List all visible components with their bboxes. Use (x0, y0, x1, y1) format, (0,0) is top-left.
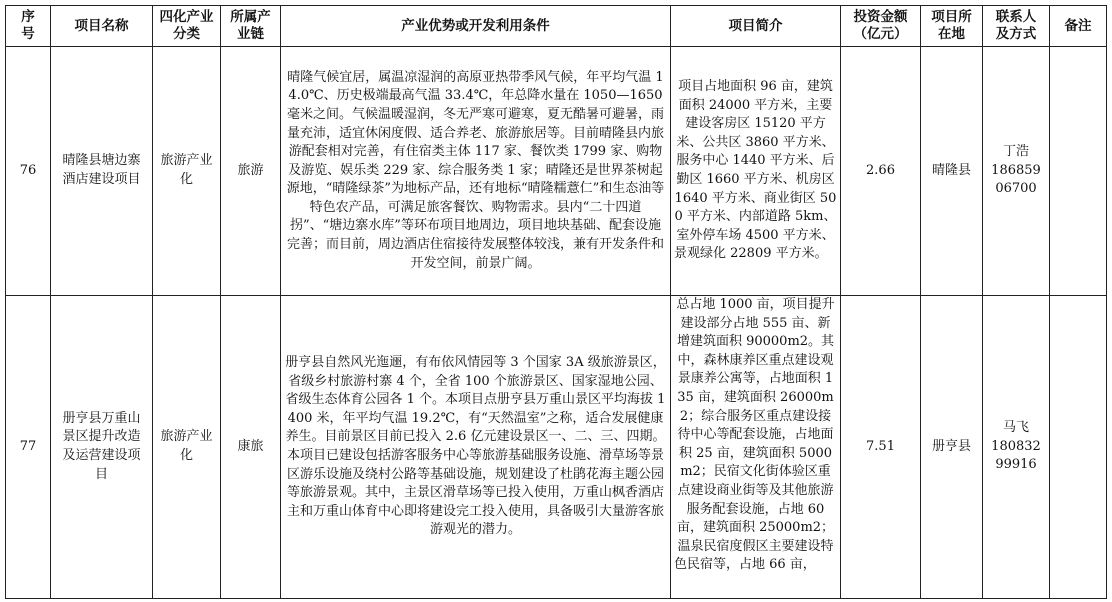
cell-note (1050, 296, 1107, 599)
cell-contact (983, 296, 1050, 599)
cell-investment: 2.66 (841, 47, 921, 296)
contact-name: 马飞 (1002, 420, 1029, 436)
contact-phone: 18685906700 (991, 162, 1041, 197)
header-row (6, 6, 1107, 47)
table-row (6, 296, 1107, 599)
contact-name: 丁浩 (1002, 144, 1029, 160)
cell-seq: 77 (6, 296, 51, 599)
cell-seq: 76 (6, 47, 51, 296)
cell-investment: 7.51 (841, 296, 921, 599)
header-category: 四化产业分类 (153, 6, 221, 47)
project-table (5, 5, 1107, 599)
cell-location: 册亨县 (921, 296, 983, 599)
cell-chain: 康旅 (221, 296, 281, 599)
intro-text: 总占地 1000 亩，项目提升建设部分占地 555 亩、新增建筑面积 90000m2。其中，森林康养区重点建设观景康养公寓等，占地面积 135 亩，建筑面积 26000m2；综合服务区重点建设接待中心等配套设施，占地面积 25 亩，建筑面积 5000m2；民宿文化街体验区重点建设商业街等及其他旅游服务配套设施，占地 60 亩，建筑面积 25000m2；温泉民宿度假区主要建设特色民宿等，占地 66 亩， (674, 297, 835, 573)
table-row (6, 47, 1107, 296)
cell-advantage: 册亨县自然风光迤逦，有布依风情园等 3 个国家 3A 级旅游景区，省级乡村旅游村寨 4 个，全省 100 个旅游景区、国家湿地公园、省级生态体育公园各 1 个。本项目点册亨县万重山景区平均海拔 1400 米，年平均气温 19.2℃，有“天然温室”之称，适合发展健康养生。目前景区目前已投入 2.6 亿元建设景区一、二、三、四期。本项目已建设包括游客服务中心等旅游基础服务设施、滑草场等景区游乐设施及绕村公路等基础设施，规划建设了杜鹃花海主题公园等旅游景观。其中，主景区滑草场等已投入使用，万重山枫香酒店主和万重山体育中心即将建设完工投入使用，具备吸引大量游客旅游观光的潜力。 (281, 296, 671, 599)
header-seq: 序号 (6, 6, 51, 47)
header-contact: 联系人及方式 (983, 6, 1050, 47)
header-name: 项目名称 (51, 6, 153, 47)
header-investment: 投资金额（亿元） (841, 6, 921, 47)
cell-name: 册亨县万重山景区提升改造及运营建设项目 (51, 296, 153, 599)
cell-category: 旅游产业化 (153, 47, 221, 296)
header-note: 备注 (1050, 6, 1107, 47)
cell-note (1050, 47, 1107, 296)
contact-phone: 18083299916 (991, 438, 1041, 473)
header-advantage: 产业优势或开发利用条件 (281, 6, 671, 47)
header-chain: 所属产业链 (221, 6, 281, 47)
header-location: 项目所在地 (921, 6, 983, 47)
header-intro: 项目简介 (671, 6, 841, 47)
cell-chain: 旅游 (221, 47, 281, 296)
cell-location: 晴隆县 (921, 47, 983, 296)
cell-intro (671, 296, 841, 599)
cell-contact (983, 47, 1050, 296)
cell-name: 晴隆县塘边寨酒店建设项目 (51, 47, 153, 296)
cell-advantage: 晴隆气候宜居，属温凉湿润的高原亚热带季风气候，年平均气温 14.0℃、历史极端最高气温 33.4℃，年总降水量在 1050—1650 毫米之间。气候温暖湿润，冬无严寒可避寒，夏无酷暑可避暑，雨量充沛，适宜休闲度假、适合养老、旅游旅居等。目前晴隆县内旅游配套相对完善，有住宿类主体 117 家、餐饮类 1799 家、购物及游览、娱乐类 229 家、综合服务类 1 家；晴隆还是世界茶树起源地，“晴隆绿茶”为地标产品，还有地标“晴隆糯薏仁”和生态油等特色农产品，可满足旅客餐饮、购物需求。县内“二十四道拐”、“塘边寨水库”等环布项目地周边，项目地块基础、配套设施完善；而目前，周边酒店住宿接待发展整体较浅，兼有开发条件和开发空间，前景广阔。 (281, 47, 671, 296)
cell-intro: 项目占地面积 96 亩，建筑面积 24000 平方米，主要建设客房区 15120 平方米、公共区 3860 平方米、服务中心 1440 平方米、后勤区 1660 平方米、机房区 1640 平方米、商业街区 500 平方米、内部道路 5km、室外停车场 4500 平方米、景观绿化 22809 平方米。 (671, 47, 841, 296)
cell-category: 旅游产业化 (153, 296, 221, 599)
